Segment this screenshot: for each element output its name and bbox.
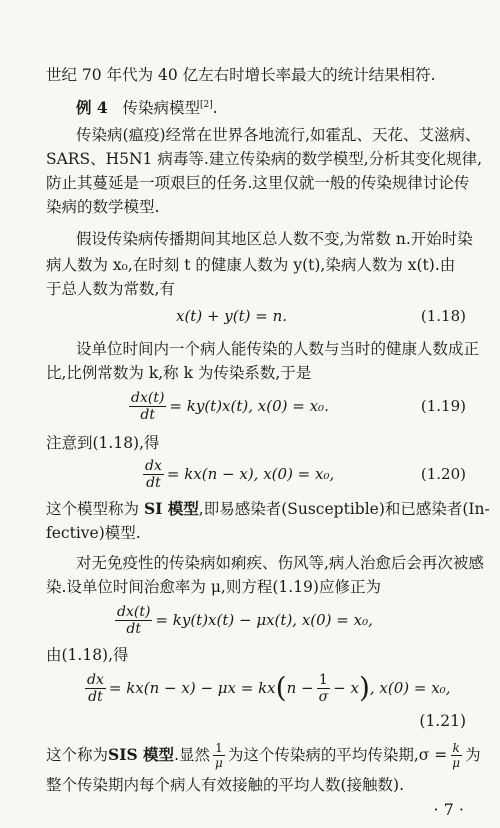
paragraph-line: fective)模型. xyxy=(46,524,141,542)
paragraph-line: 病人数为 x₀,在时刻 t 的健康人数为 y(t),染病人数为 x(t).由 xyxy=(46,256,456,274)
page-number: · 7 · xyxy=(433,800,464,819)
model-name-si: SI 模型 xyxy=(143,499,199,518)
equation-number: (1.21) xyxy=(419,712,466,730)
equation-1-18: x(t) + y(t) = n. (1.18) xyxy=(46,296,466,336)
paragraph-line: 染病的数学模型. xyxy=(46,198,160,216)
citation-ref: [2] xyxy=(199,100,213,110)
equation-number: (1.18) xyxy=(420,307,466,325)
equation-1-20: $\frac{dx}{dt}$ = kx(n − x), x(0) = x₀, (1.20) xyxy=(46,454,466,494)
paragraph-line: SARS、H5N1 病毒等.建立传染病的数学模型,分析其变化规律, xyxy=(46,150,483,168)
paragraph-line: 这个模型称为 SI 模型,即易感染者(Susceptible)和已感染者(In- xyxy=(46,499,490,518)
paragraph-line: 防止其蔓延是一项艰巨的任务.这里仅就一般的传染规律讨论传 xyxy=(46,174,470,192)
paragraph-line: 由(1.18),得 xyxy=(46,646,129,664)
derivative-fraction: $\frac{dx(t)}{dt}$ xyxy=(117,603,151,637)
paragraph-line: 比,比例常数为 k,称 k 为传染系数,于是 xyxy=(46,364,312,382)
paragraph-line: 传染病(瘟疫)经常在世界各地流行,如霍乱、天花、艾滋病、 xyxy=(76,126,481,144)
k-over-mu: $\frac{k}{\mu}$ xyxy=(452,740,461,770)
paragraph-line: 染.设单位时间治愈率为 μ,则方程(1.19)应修正为 xyxy=(46,578,381,596)
one-over-sigma: $\frac{1}{\sigma}$ xyxy=(318,671,329,705)
example-title: 传染病模型 xyxy=(122,99,200,118)
equation-1-21: $\frac{dx}{dt}$ = kx(n − x) − μx = kx ( n − $\frac{1}{\sigma}$ − x ) , x(0) = x₀, xyxy=(87,671,451,705)
equation-number: (1.19) xyxy=(420,397,466,415)
paragraph-line: 于总人数为常数,有 xyxy=(46,280,175,298)
paragraph-line: 整个传染期内每个病人有效接触的平均人数(接触数). xyxy=(46,776,405,794)
derivative-fraction: $\frac{dx(t)}{dt}$ xyxy=(131,389,165,423)
equation-modified: $\frac{dx(t)}{dt}$ = ky(t)x(t) − μx(t), x(0) = x₀, xyxy=(117,603,373,637)
example-label: 例 4 xyxy=(76,98,108,118)
equation-number: (1.20) xyxy=(420,465,466,483)
derivative-fraction: $\frac{dx}{dt}$ xyxy=(145,457,162,491)
paragraph-line: 假设传染病传播期间其地区总人数不变,为常数 n.开始时染 xyxy=(76,230,473,248)
paragraph-line: 设单位时间内一个病人能传染的人数与当时的健康人数成正 xyxy=(76,340,480,358)
model-name-sis: SIS 模型 xyxy=(108,745,175,764)
equation-1-19: $\frac{dx(t)}{dt}$ = ky(t)x(t), x(0) = x₀. (1.19) xyxy=(46,386,466,426)
paragraph-line: 这个称为 SIS 模型 .显然 $\frac{1}{\mu}$ 为这个传染病的平均传染期,σ = $\frac{k}{\mu}$ 为 xyxy=(46,740,481,770)
paragraph-line: 注意到(1.18),得 xyxy=(46,434,160,452)
one-over-mu: $\frac{1}{\mu}$ xyxy=(215,740,223,770)
example-heading: 例 4 传染病模型[2]. xyxy=(76,98,218,118)
paragraph-line: 世纪 70 年代为 40 亿左右时增长率最大的统计结果相符. xyxy=(46,66,436,84)
paragraph-line: 对无免疫性的传染病如痢疾、伤风等,病人治愈后会再次被感 xyxy=(76,554,484,572)
derivative-fraction: $\frac{dx}{dt}$ xyxy=(87,671,104,705)
